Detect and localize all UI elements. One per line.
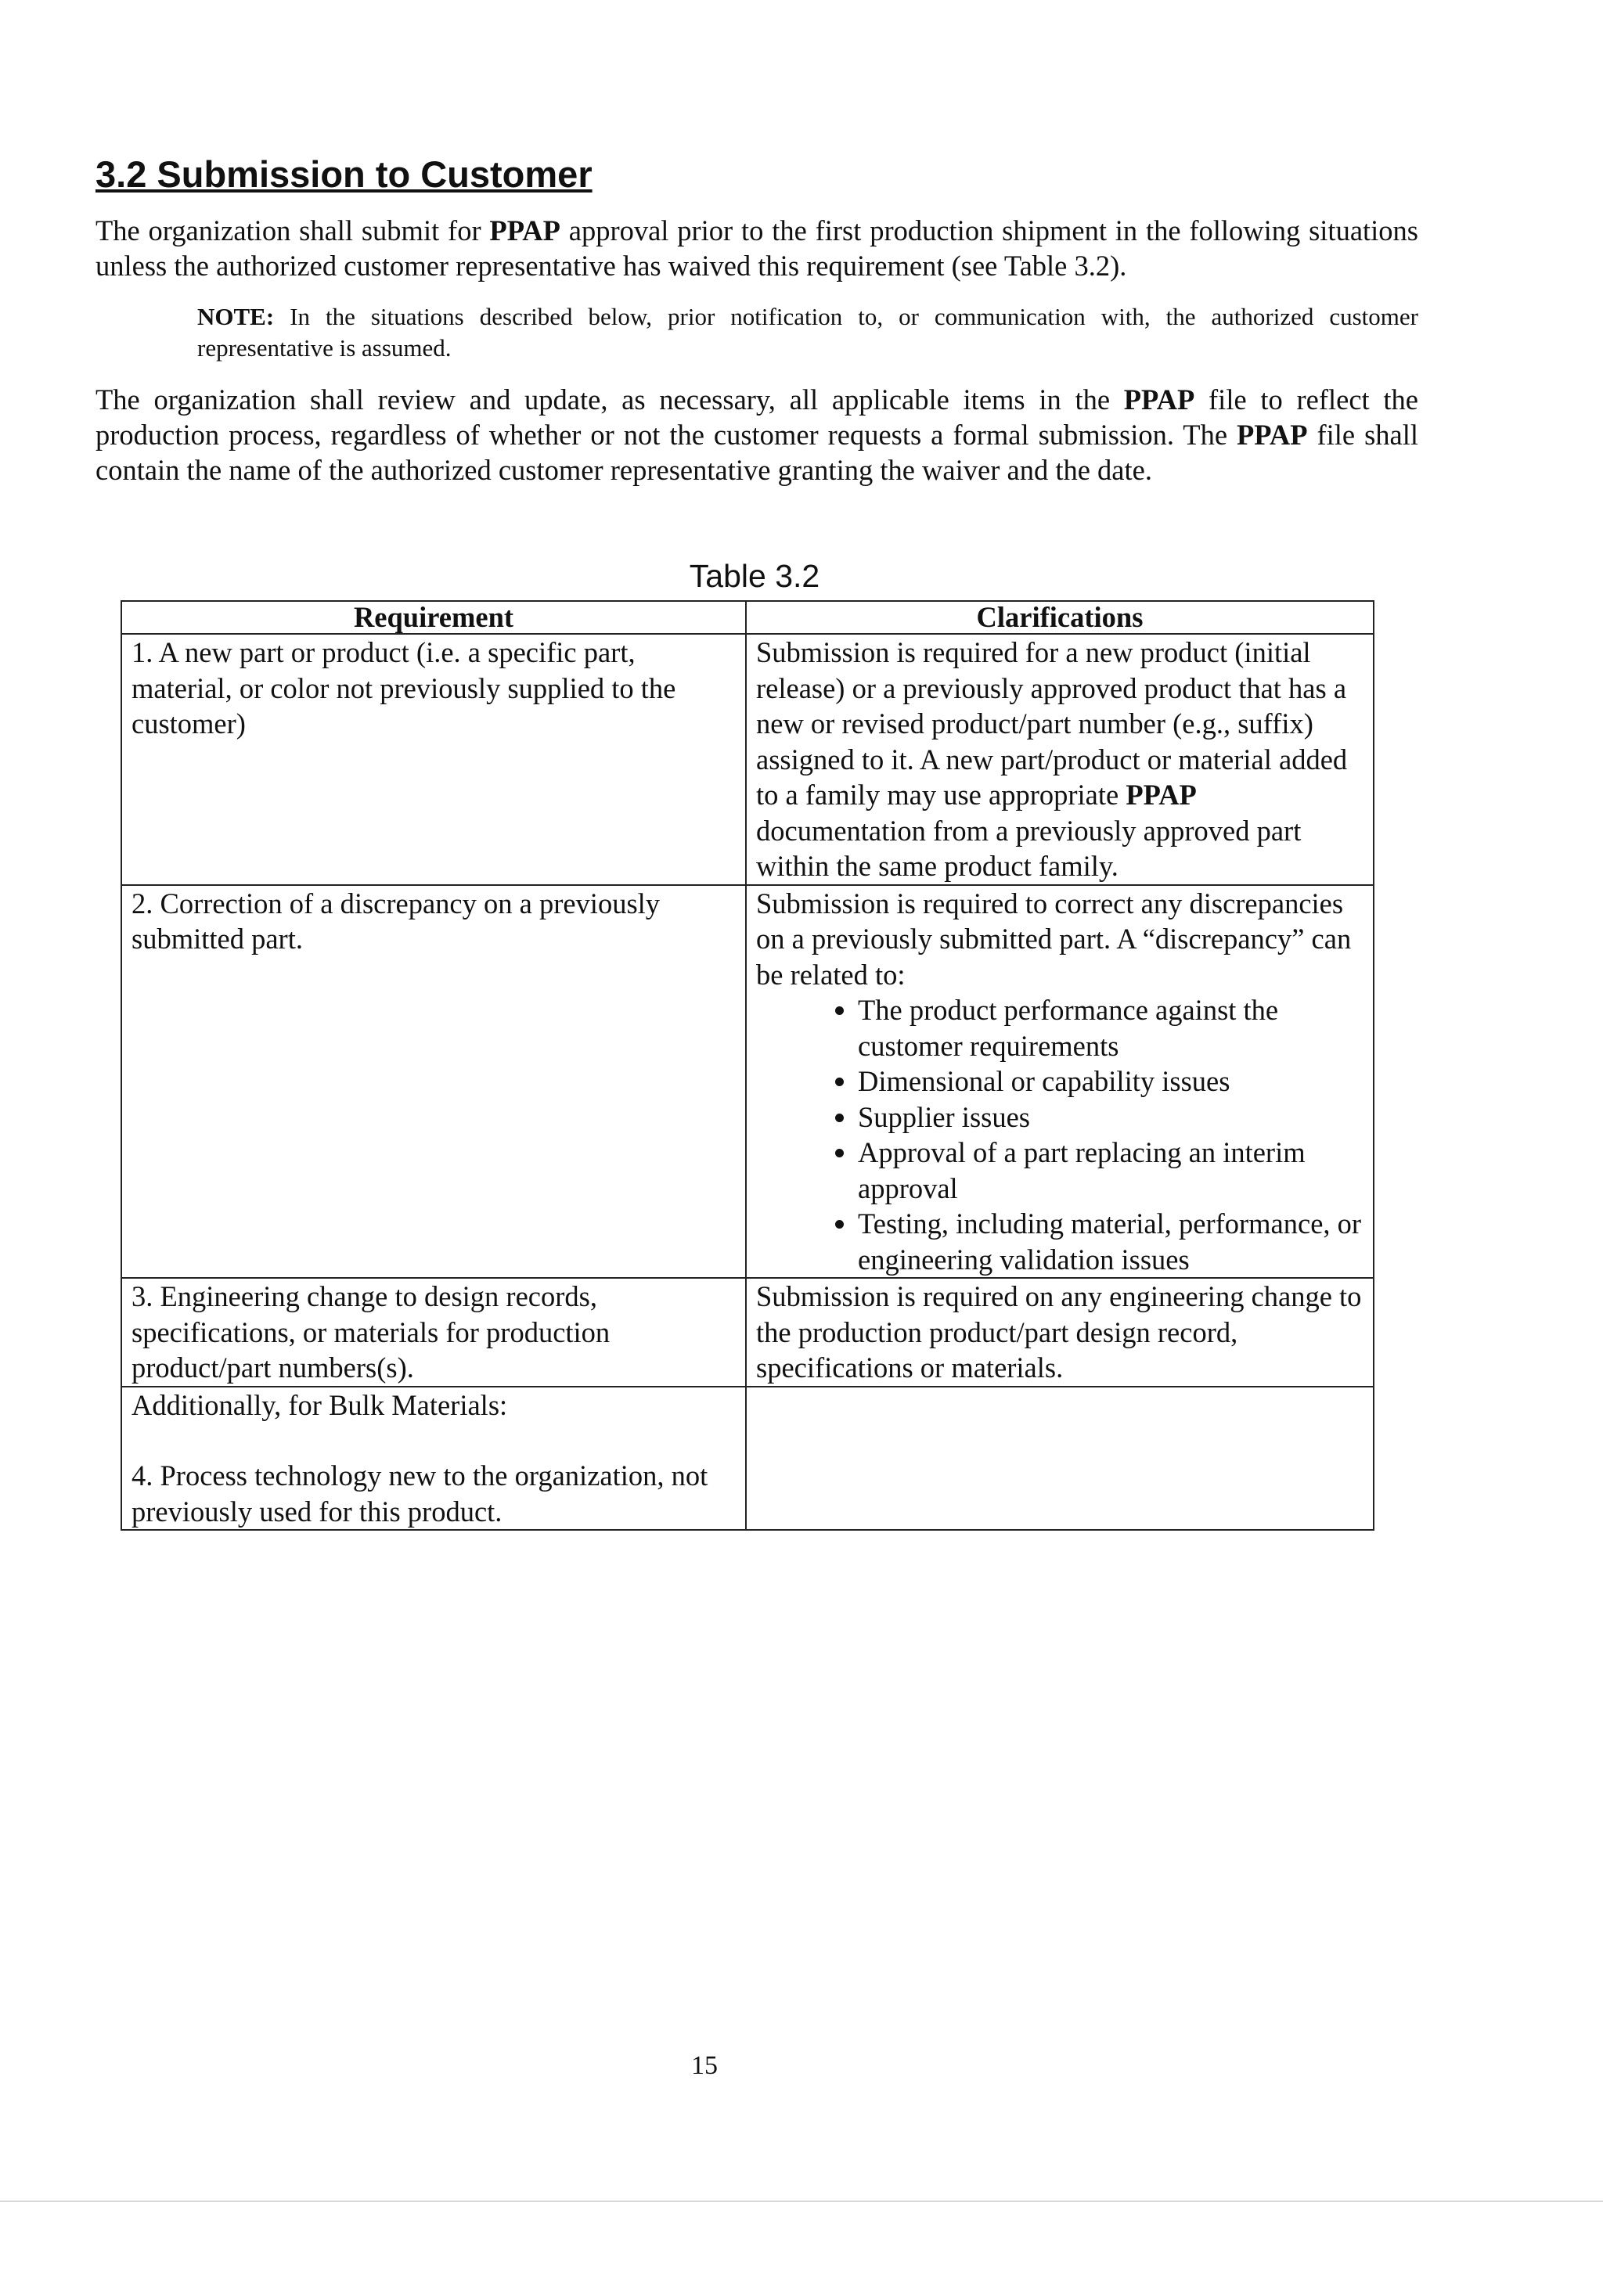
table-row: [121, 1387, 1374, 1531]
table-row: [121, 634, 1374, 885]
clarification-text: documentation from a previously approved part within the same product family.: [756, 814, 1302, 882]
note-label: NOTE:: [197, 303, 275, 330]
header-requirement: Requirement: [121, 601, 746, 634]
review-text-3: file shall contain the name of the authorized customer representative granting the waiver and the date.: [95, 419, 1419, 486]
clarification-cell: [746, 885, 1374, 1279]
list-item: • Supplier issues: [858, 1099, 1363, 1135]
clarification-text: Submission is required for a new product (initial release) or a previously approved product that has a new or revised product/part number (e.g., suffix) assigned to it. A new part/product or material added to a family may use appropriate: [756, 636, 1348, 811]
list-item: • The product performance against the customer requirements: [858, 992, 1363, 1063]
intro-text-2: approval prior to the first production shipment in the following situations unless the authorized customer representative has waived this requirement (see Table 3.2).: [95, 214, 1419, 282]
requirement-cell: 1. A new part or product (i.e. a specific part, material, or color not previously supplied to the customer): [121, 634, 746, 885]
list-item: • Testing, including material, performance, or engineering validation issues: [858, 1206, 1363, 1277]
ppap-term: PPAP: [1123, 383, 1195, 416]
table-header-row: [121, 601, 1374, 634]
ppap-term: PPAP: [1126, 779, 1197, 811]
list-item: • Dimensional or capability issues: [858, 1063, 1363, 1099]
spacer: [131, 1423, 736, 1458]
clarification-cell: Submission is required on any engineering change to the production product/part design record, specifications or materials.: [746, 1278, 1374, 1387]
requirement-text: 4. Process technology new to the organization, not previously used for this product.: [131, 1459, 708, 1528]
table-row: [121, 885, 1374, 1279]
note-text: In the situations described below, prior notification to, or communication with, the authorized customer representative is assumed.: [197, 303, 1418, 362]
review-text-1: The organization shall review and update, as necessary, all applicable items in the: [95, 383, 1124, 416]
clarification-cell: [746, 634, 1374, 885]
review-paragraph: [95, 382, 1418, 488]
requirements-table: [121, 600, 1374, 1531]
scan-artifact-line: [0, 2201, 1603, 2202]
requirement-cell: 2. Correction of a discrepancy on a previously submitted part.: [121, 885, 746, 1279]
ppap-term: PPAP: [489, 214, 560, 247]
review-text-2: file to reflect the production process, regardless of whether or not the customer requests a formal submission. The: [95, 383, 1418, 451]
discrepancy-list: [756, 992, 1363, 1277]
page-number: 15: [691, 2051, 718, 2080]
ppap-term: PPAP: [1236, 419, 1308, 451]
header-clarifications: Clarifications: [746, 601, 1374, 634]
bulk-materials-label: Additionally, for Bulk Materials:: [131, 1388, 508, 1421]
table-row: [121, 1278, 1374, 1387]
requirement-cell: 3. Engineering change to design records, specifications, or materials for production product/part numbers(s).: [121, 1278, 746, 1387]
list-item: • Approval of a part replacing an interim approval: [858, 1135, 1363, 1206]
table-title: Table 3.2: [689, 558, 820, 594]
clarification-cell-empty: [746, 1387, 1374, 1531]
intro-paragraph: [95, 213, 1418, 283]
clarification-text: Submission is required to correct any discrepancies on a previously submitted part. A “discrepancy” can be related to:: [756, 887, 1352, 991]
section-heading: 3.2 Submission to Customer: [95, 153, 593, 195]
intro-text-1: The organization shall submit for: [95, 214, 490, 247]
note-paragraph: [197, 301, 1418, 364]
requirement-cell: [121, 1387, 746, 1531]
